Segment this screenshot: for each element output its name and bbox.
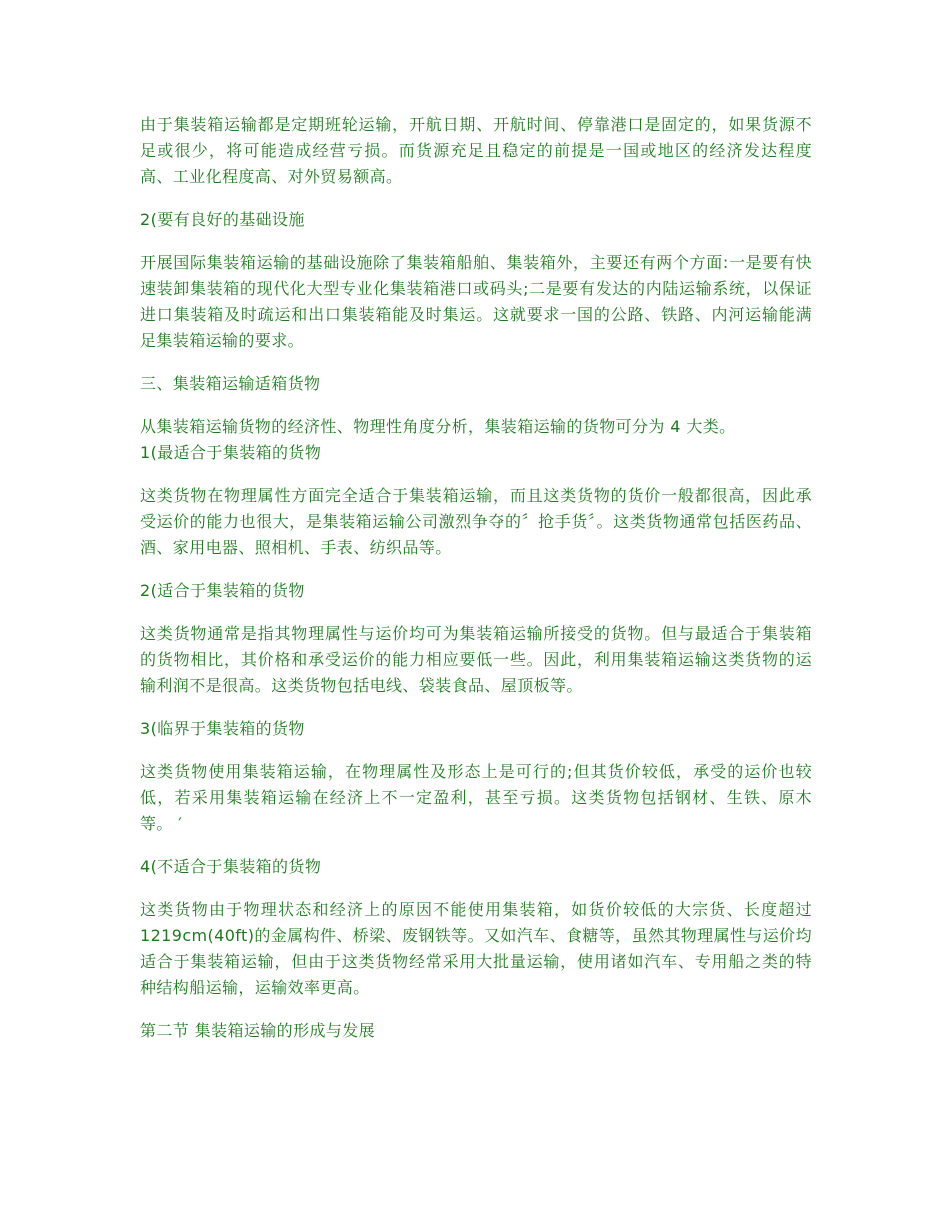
paragraph-most-suitable: 这类货物在物理属性方面完全适合于集装箱运输，而且这类货物的货价一般都很高，因此承受运价的能力也很大，是集装箱运输公司激烈争夺的〞抢手货〞。这类货物通常包括医药品、酒、家用电器、照相机、手表、纺织品等。	[140, 486, 812, 557]
heading-most-suitable: 1(最适合于集装箱的货物	[140, 443, 322, 462]
paragraph-infrastructure: 开展国际集装箱运输的基础设施除了集装箱船舶、集装箱外，主要还有两个方面:一是要有快速装卸集装箱的现代化大型专业化集装箱港口或码头;二是要有发达的内陆运输系统，以保证进口集装箱及时疏运和出口集装箱能及时集运。这就要求一国的公路、铁路、内河运输能满足集装箱运输的要求。	[140, 253, 812, 350]
paragraph-marginal: 这类货物使用集装箱运输，在物理属性及形态上是可行的;但其货价较低，承受的运价也较低，若采用集装箱运输在经济上不一定盈利，甚至亏损。这类货物包括钢材、生铁、原木等。 ′	[140, 762, 812, 833]
heading-infrastructure: 2(要有良好的基础设施	[140, 210, 305, 229]
heading-unsuitable: 4(不适合于集装箱的货物	[140, 857, 322, 876]
document-page	[140, 112, 812, 1061]
paragraph-cargo-source: 由于集装箱运输都是定期班轮运输，开航日期、开航时间、停靠港口是固定的，如果货源不足或很少，将可能造成经营亏损。而货源充足且稳定的前提是一国或地区的经济发达程度高、工业化程度高、对外贸易额高。	[140, 115, 812, 186]
section-heading: 第二节 集装箱运输的形成与发展	[140, 1021, 376, 1040]
heading-suitable-cargo: 三、集装箱运输适箱货物	[140, 374, 321, 393]
paragraph-suitable: 这类货物通常是指其物理属性与运价均可为集装箱运输所接受的货物。但与最适合于集装箱的货物相比，其价格和承受运价的能力相应要低一些。因此，利用集装箱运输这类货物的运输利润不是很高。这类货物包括电线、袋装食品、屋顶板等。	[140, 624, 812, 695]
paragraph-cargo-categories: 从集装箱运输货物的经济性、物理性角度分析，集装箱运输的货物可分为 4 大类。	[140, 417, 736, 436]
paragraph-unsuitable: 这类货物由于物理状态和经济上的原因不能使用集装箱，如货价较低的大宗货、长度超过 1219cm(40ft)的金属构件、桥梁、废钢铁等。又如汽车、食糖等，虽然其物理属性与运价均适合于集装箱运输，但由于这类货物经常采用大批量运输，使用诸如汽车、专用船之类的特种结构船运输，运输效率更高。	[140, 900, 812, 997]
heading-marginal: 3(临界于集装箱的货物	[140, 719, 305, 738]
heading-suitable: 2(适合于集装箱的货物	[140, 581, 305, 600]
